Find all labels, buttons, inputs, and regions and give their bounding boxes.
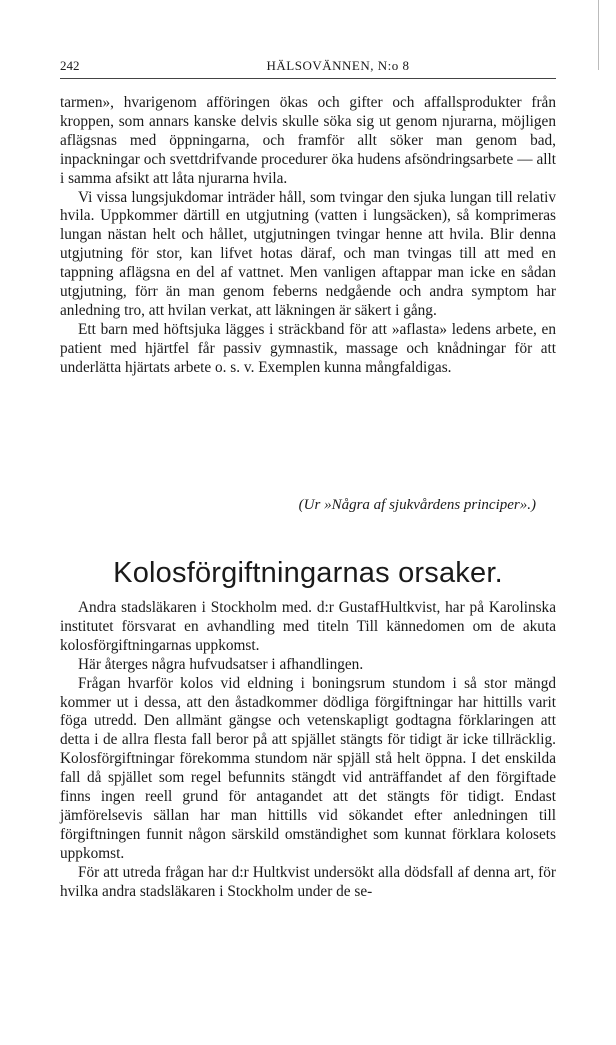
article-body-1: [60, 94, 556, 378]
paragraph: tarmen», hvarigenom afföringen ökas och gifter och affallsprodukter från kroppen, som annars kanske delvis skulle söka sig ut genom njurarna, möjligen aflägsnas med öppningarna, och framför allt söker man genom bad, inpackningar och svettdrifvande procedurer öka hudens afsöndringsarbete — allt i samma afsikt att låta njurarna hvila.: [60, 94, 556, 187]
article-body-2: [60, 599, 556, 902]
source-citation: (Ur »Några af sjukvårdens principer».): [298, 497, 536, 513]
paragraph: Andra stadsläkaren i Stockholm med. d:r GustafHultkvist, har på Karolinska institutet försvarat en avhandling med titeln Till kännedomen om de akuta kolosförgiftningarnas uppkomst.: [60, 599, 556, 654]
paragraph: Här återges några hufvudsatser i afhandlingen.: [78, 655, 364, 673]
running-title: HÄLSOVÄNNEN, N:o 8: [266, 58, 410, 73]
running-header: [60, 58, 556, 79]
paragraph: Vi vissa lungsjukdomar inträder håll, som tvingar den sjuka lungan till relativ hvila. Uppkommer därtill en utgjutning (vatten i lungsäcken), så komprimeras lungan nästan helt och hållet, utgjutningen tvingar henne att hvila. Blir denna utgjutning för stor, kan lifvet hotas däraf, och man tvingas till att med en tappning aflägsna en del af vattnet. Men vanligen aftappar man icke en sådan utgjutning, förr än man genom feberns nedgående och andra symptom har anledning tro, att hvilan verkat, att läkningen är säkert i gång.: [60, 188, 556, 319]
paragraph: För att utreda frågan har d:r Hultkvist undersökt alla dödsfall af denna art, för hvilka andra stadsläkaren i Stockholm under de se-: [60, 863, 556, 900]
paragraph: Ett barn med höftsjuka lägges i sträckband för att »aflasta» ledens arbete, en patient med hjärtfel får passiv gymnastik, massage och knådningar för att underlätta hjärtats arbete o. s. v. Exemplen kunna mångfaldigas.: [60, 320, 556, 376]
edge-rule: [598, 0, 599, 70]
page-number: 242: [60, 58, 80, 73]
paragraph: Frågan hvarför kolos vid eldning i boningsrum stundom i så stor mängd kommer ut i dessa, att den åstadkommer dödliga förgiftningar har hittills varit föga utredd. Den allmänt gängse och vetenskapligt godtagna förklaringen att detta i de allra flesta fall beror på att spjället stängts för tidigt är icke tillräcklig. Kolosförgiftningar förekomma stundom när spjäll stå helt öppna. I det enskilda fall då spjället som regel befunnits stängdt vid anträffandet af den förgiftade finns ingen reell grund för antagandet att det stängts för tidigt. Endast jämförelsevis sällan har man hittills vid sökandet efter anledningen till förgiftningen funnit någon särskild omständighet som kunnat förklara kolosets uppkomst.: [60, 674, 556, 862]
article-title: Kolosförgiftningarnas orsaker.: [113, 557, 503, 589]
